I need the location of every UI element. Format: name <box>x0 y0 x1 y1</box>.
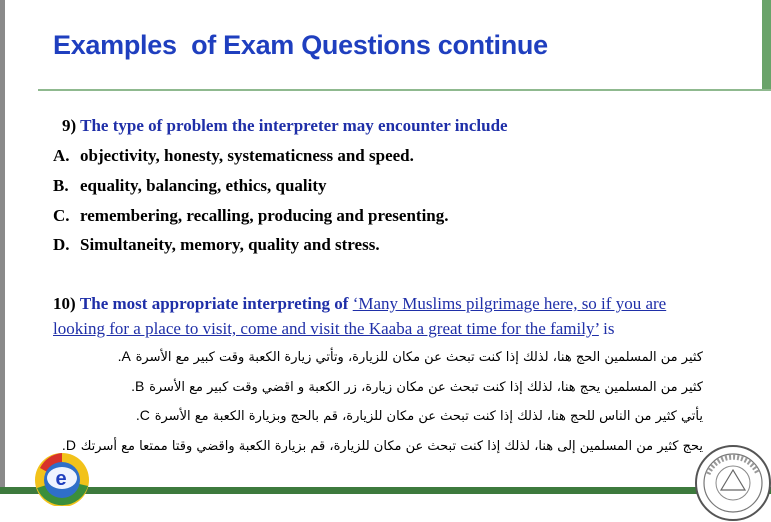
option-text: remembering, recalling, producing and presenting. <box>80 206 449 225</box>
title-divider <box>38 89 771 91</box>
option-text: equality, balancing, ethics, quality <box>80 176 327 195</box>
question-10-number: 10) <box>53 294 76 313</box>
option-letter: B. <box>53 176 69 195</box>
university-seal-icon <box>694 444 771 522</box>
question-10-quote-part-1: ‘Many Muslims pilgrimage here, so if you are <box>352 294 667 313</box>
q10-option-a <box>53 347 703 365</box>
option-letter: C. <box>135 407 150 423</box>
left-edge-bar <box>0 0 5 494</box>
option-text: Simultaneity, memory, quality and stress. <box>80 235 380 254</box>
option-text: يحج كثير من المسلمين إلى هنا، لذلك إذا كنت تبحث عن مكان للزيارة، قم بزيارة الكعبة واقضي وقتا ممتعا مع أسرتك <box>80 439 703 454</box>
q9-option-c <box>53 206 449 226</box>
question-9-number: 9) <box>62 116 77 135</box>
option-text: كثير من المسلمين الحج هنا، لذلك إذا كنت تبحث عن مكان للزيارة، وتأتي زيارة الكعبة وقت كبير مع الأسرة <box>135 350 703 365</box>
option-letter: B. <box>131 378 145 394</box>
option-letter: A. <box>53 146 70 165</box>
question-9-text: The type of problem the interpreter may encounter include <box>80 116 508 135</box>
q10-option-b <box>53 377 703 395</box>
q10-option-d <box>53 436 703 454</box>
question-10-line-2 <box>53 319 614 339</box>
q9-option-d <box>53 235 380 255</box>
e-learning-logo-icon <box>28 448 98 506</box>
bottom-bar <box>0 487 771 494</box>
q9-option-b <box>53 176 327 196</box>
svg-text:e: e <box>55 468 67 490</box>
right-accent-bar <box>762 0 771 90</box>
question-10-tail: is <box>603 319 615 338</box>
option-letter: D. <box>53 235 70 254</box>
question-10-quote-part-2: looking for a place to visit, come and visit the Kaaba a great time for the family’ <box>53 319 599 338</box>
option-letter: D. <box>61 437 76 453</box>
option-text: يأتي كثير من الناس للحج هنا، لذلك إذا كنت تبحث عن مكان للزيارة، قم بالحج وبزيارة الكعبة مع الأسرة <box>154 409 703 424</box>
option-letter: A. <box>117 348 131 364</box>
question-9 <box>62 116 508 136</box>
option-text: objectivity, honesty, systematicness and speed. <box>80 146 414 165</box>
option-text: كثير من المسلمين يحج هنا، لذلك إذا كنت تبحث عن مكان زيارة، زر الكعبة و اقضي وقت كبير مع الأسرة <box>149 380 703 395</box>
slide-title: Examples of Exam Questions continue <box>53 30 548 60</box>
question-10-lead: The most appropriate interpreting of <box>79 294 349 313</box>
q10-option-c <box>53 406 703 424</box>
question-10-line-1 <box>53 294 666 314</box>
option-letter: C. <box>53 206 70 225</box>
q9-option-a <box>53 146 414 166</box>
